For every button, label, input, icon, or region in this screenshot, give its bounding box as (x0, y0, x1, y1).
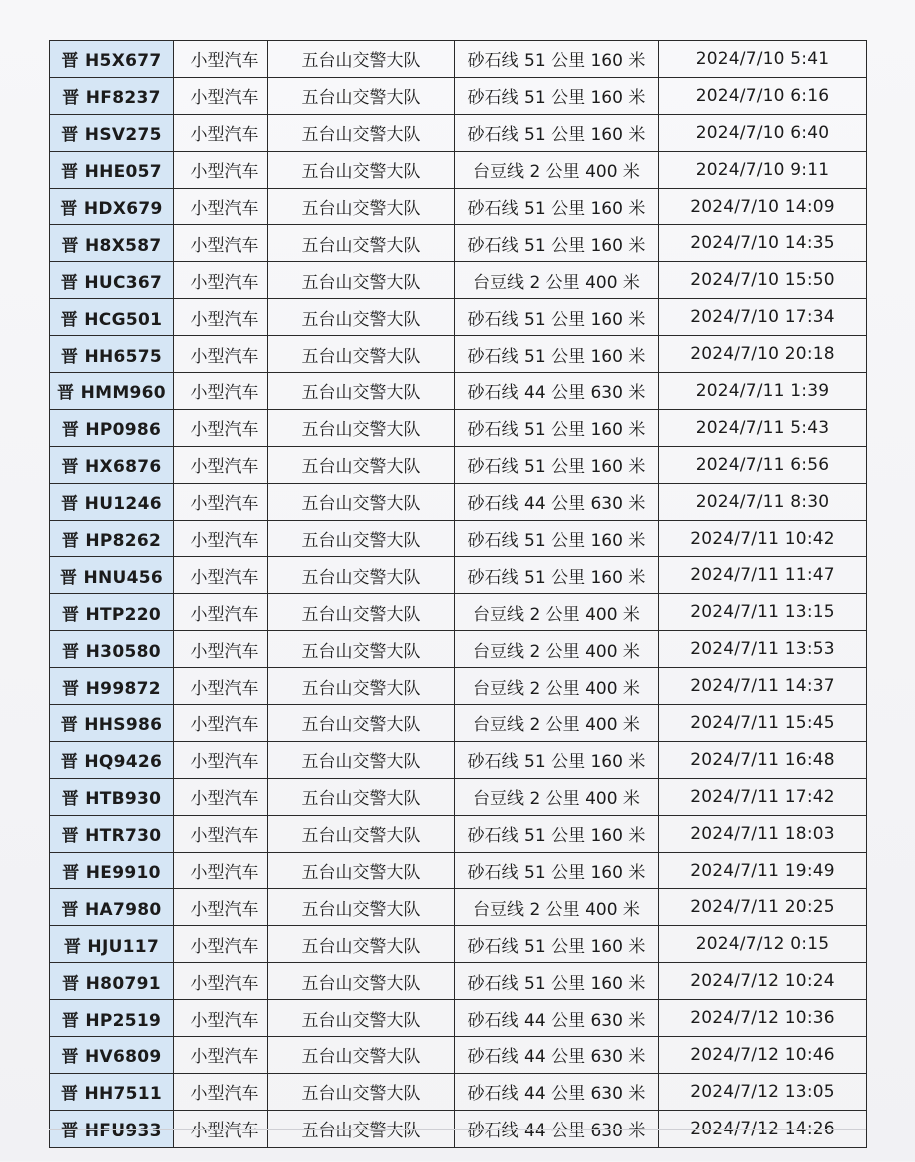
location-cell: 砂石线 51 公里 160 米 (455, 188, 659, 225)
location-cell: 砂石线 51 公里 160 米 (455, 963, 659, 1000)
department-cell: 五台山交警大队 (268, 446, 455, 483)
table-row (50, 741, 867, 778)
department-cell: 五台山交警大队 (268, 225, 455, 262)
time-cell: 2024/7/12 10:24 (659, 963, 867, 1000)
time-cell: 2024/7/10 14:35 (659, 225, 867, 262)
location-cell: 台豆线 2 公里 400 米 (455, 705, 659, 742)
time-cell: 2024/7/11 5:43 (659, 409, 867, 446)
page-bottom-edge (49, 1129, 866, 1162)
plate-cell: 晋 HNU456 (50, 557, 174, 594)
location-cell: 砂石线 51 公里 160 米 (455, 520, 659, 557)
time-cell: 2024/7/11 10:42 (659, 520, 867, 557)
department-cell: 五台山交警大队 (268, 705, 455, 742)
table-row (50, 557, 867, 594)
vehicle-type-cell: 小型汽车 (174, 926, 268, 963)
plate-cell: 晋 HCG501 (50, 299, 174, 336)
time-cell: 2024/7/11 18:03 (659, 815, 867, 852)
location-cell: 砂石线 51 公里 160 米 (455, 815, 659, 852)
location-cell: 砂石线 51 公里 160 米 (455, 852, 659, 889)
location-cell: 砂石线 44 公里 630 米 (455, 373, 659, 410)
plate-cell: 晋 HJU117 (50, 926, 174, 963)
plate-cell: 晋 H80791 (50, 963, 174, 1000)
vehicle-type-cell: 小型汽车 (174, 778, 268, 815)
location-cell: 砂石线 51 公里 160 米 (455, 77, 659, 114)
location-cell: 台豆线 2 公里 400 米 (455, 594, 659, 631)
vehicle-type-cell: 小型汽车 (174, 631, 268, 668)
plate-cell: 晋 HUC367 (50, 262, 174, 299)
time-cell: 2024/7/10 9:11 (659, 151, 867, 188)
plate-cell: 晋 HQ9426 (50, 741, 174, 778)
plate-cell: 晋 HTP220 (50, 594, 174, 631)
department-cell: 五台山交警大队 (268, 151, 455, 188)
department-cell: 五台山交警大队 (268, 41, 455, 78)
location-cell: 砂石线 44 公里 630 米 (455, 1110, 659, 1147)
department-cell: 五台山交警大队 (268, 483, 455, 520)
table-row (50, 520, 867, 557)
vehicle-type-cell: 小型汽车 (174, 77, 268, 114)
department-cell: 五台山交警大队 (268, 114, 455, 151)
time-cell: 2024/7/10 6:16 (659, 77, 867, 114)
location-cell: 砂石线 51 公里 160 米 (455, 446, 659, 483)
location-cell: 砂石线 44 公里 630 米 (455, 1073, 659, 1110)
table-row (50, 77, 867, 114)
department-cell: 五台山交警大队 (268, 963, 455, 1000)
vehicle-type-cell: 小型汽车 (174, 705, 268, 742)
plate-cell: 晋 HU1246 (50, 483, 174, 520)
time-cell: 2024/7/11 13:53 (659, 631, 867, 668)
plate-cell: 晋 HH6575 (50, 336, 174, 373)
time-cell: 2024/7/10 17:34 (659, 299, 867, 336)
vehicle-type-cell: 小型汽车 (174, 963, 268, 1000)
location-cell: 台豆线 2 公里 400 米 (455, 262, 659, 299)
vehicle-type-cell: 小型汽车 (174, 336, 268, 373)
plate-cell: 晋 HSV275 (50, 114, 174, 151)
department-cell: 五台山交警大队 (268, 889, 455, 926)
table-row (50, 151, 867, 188)
location-cell: 砂石线 51 公里 160 米 (455, 114, 659, 151)
department-cell: 五台山交警大队 (268, 77, 455, 114)
time-cell: 2024/7/12 13:05 (659, 1073, 867, 1110)
table-row (50, 1000, 867, 1037)
table-row (50, 963, 867, 1000)
time-cell: 2024/7/11 15:45 (659, 705, 867, 742)
plate-cell: 晋 HF8237 (50, 77, 174, 114)
table-row (50, 815, 867, 852)
time-cell: 2024/7/11 16:48 (659, 741, 867, 778)
table-row (50, 336, 867, 373)
plate-cell: 晋 HP2519 (50, 1000, 174, 1037)
department-cell: 五台山交警大队 (268, 1000, 455, 1037)
vehicle-type-cell: 小型汽车 (174, 815, 268, 852)
table-row (50, 594, 867, 631)
department-cell: 五台山交警大队 (268, 299, 455, 336)
table-row (50, 373, 867, 410)
vehicle-type-cell: 小型汽车 (174, 889, 268, 926)
time-cell: 2024/7/10 6:40 (659, 114, 867, 151)
vehicle-type-cell: 小型汽车 (174, 520, 268, 557)
department-cell: 五台山交警大队 (268, 336, 455, 373)
time-cell: 2024/7/10 15:50 (659, 262, 867, 299)
department-cell: 五台山交警大队 (268, 1073, 455, 1110)
plate-cell: 晋 HV6809 (50, 1037, 174, 1074)
vehicle-type-cell: 小型汽车 (174, 299, 268, 336)
location-cell: 砂石线 51 公里 160 米 (455, 299, 659, 336)
department-cell: 五台山交警大队 (268, 520, 455, 557)
location-cell: 砂石线 44 公里 630 米 (455, 483, 659, 520)
department-cell: 五台山交警大队 (268, 741, 455, 778)
location-cell: 砂石线 51 公里 160 米 (455, 41, 659, 78)
time-cell: 2024/7/11 11:47 (659, 557, 867, 594)
location-cell: 砂石线 51 公里 160 米 (455, 336, 659, 373)
vehicle-type-cell: 小型汽车 (174, 1000, 268, 1037)
table-row (50, 299, 867, 336)
table-row (50, 926, 867, 963)
vehicle-type-cell: 小型汽车 (174, 741, 268, 778)
department-cell: 五台山交警大队 (268, 594, 455, 631)
time-cell: 2024/7/10 20:18 (659, 336, 867, 373)
plate-cell: 晋 HP8262 (50, 520, 174, 557)
location-cell: 台豆线 2 公里 400 米 (455, 778, 659, 815)
vehicle-type-cell: 小型汽车 (174, 188, 268, 225)
table-row (50, 483, 867, 520)
location-cell: 台豆线 2 公里 400 米 (455, 151, 659, 188)
vehicle-type-cell: 小型汽车 (174, 1073, 268, 1110)
vehicle-type-cell: 小型汽车 (174, 594, 268, 631)
department-cell: 五台山交警大队 (268, 1037, 455, 1074)
vehicle-type-cell: 小型汽车 (174, 262, 268, 299)
time-cell: 2024/7/10 14:09 (659, 188, 867, 225)
plate-cell: 晋 H30580 (50, 631, 174, 668)
department-cell: 五台山交警大队 (268, 557, 455, 594)
vehicle-type-cell: 小型汽车 (174, 668, 268, 705)
department-cell: 五台山交警大队 (268, 815, 455, 852)
table-body (50, 41, 867, 1148)
time-cell: 2024/7/12 10:46 (659, 1037, 867, 1074)
plate-cell: 晋 HE9910 (50, 852, 174, 889)
vehicle-type-cell: 小型汽车 (174, 446, 268, 483)
table-row (50, 778, 867, 815)
time-cell: 2024/7/10 5:41 (659, 41, 867, 78)
department-cell: 五台山交警大队 (268, 926, 455, 963)
table-row (50, 1037, 867, 1074)
table-row (50, 409, 867, 446)
time-cell: 2024/7/11 13:15 (659, 594, 867, 631)
plate-cell: 晋 HFU933 (50, 1110, 174, 1147)
location-cell: 砂石线 51 公里 160 米 (455, 409, 659, 446)
table-row (50, 446, 867, 483)
table-row (50, 631, 867, 668)
department-cell: 五台山交警大队 (268, 373, 455, 410)
time-cell: 2024/7/12 0:15 (659, 926, 867, 963)
plate-cell: 晋 HDX679 (50, 188, 174, 225)
location-cell: 砂石线 44 公里 630 米 (455, 1000, 659, 1037)
time-cell: 2024/7/11 8:30 (659, 483, 867, 520)
plate-cell: 晋 HA7980 (50, 889, 174, 926)
location-cell: 台豆线 2 公里 400 米 (455, 668, 659, 705)
location-cell: 砂石线 51 公里 160 米 (455, 225, 659, 262)
plate-cell: 晋 H8X587 (50, 225, 174, 262)
department-cell: 五台山交警大队 (268, 852, 455, 889)
vehicle-type-cell: 小型汽车 (174, 483, 268, 520)
table-row (50, 114, 867, 151)
location-cell: 砂石线 51 公里 160 米 (455, 926, 659, 963)
table-row (50, 225, 867, 262)
plate-cell: 晋 HTB930 (50, 778, 174, 815)
table-row (50, 41, 867, 78)
time-cell: 2024/7/11 6:56 (659, 446, 867, 483)
location-cell: 砂石线 51 公里 160 米 (455, 557, 659, 594)
department-cell: 五台山交警大队 (268, 668, 455, 705)
plate-cell: 晋 H99872 (50, 668, 174, 705)
department-cell: 五台山交警大队 (268, 778, 455, 815)
plate-cell: 晋 HHS986 (50, 705, 174, 742)
plate-cell: 晋 HX6876 (50, 446, 174, 483)
time-cell: 2024/7/11 17:42 (659, 778, 867, 815)
table-row (50, 889, 867, 926)
time-cell: 2024/7/11 14:37 (659, 668, 867, 705)
department-cell: 五台山交警大队 (268, 631, 455, 668)
time-cell: 2024/7/11 19:49 (659, 852, 867, 889)
table-row (50, 668, 867, 705)
vehicle-type-cell: 小型汽车 (174, 557, 268, 594)
location-cell: 台豆线 2 公里 400 米 (455, 889, 659, 926)
violation-records-table (49, 40, 867, 1148)
plate-cell: 晋 HHE057 (50, 151, 174, 188)
vehicle-type-cell: 小型汽车 (174, 114, 268, 151)
location-cell: 砂石线 51 公里 160 米 (455, 741, 659, 778)
department-cell: 五台山交警大队 (268, 188, 455, 225)
plate-cell: 晋 HTR730 (50, 815, 174, 852)
vehicle-type-cell: 小型汽车 (174, 409, 268, 446)
vehicle-type-cell: 小型汽车 (174, 373, 268, 410)
department-cell: 五台山交警大队 (268, 409, 455, 446)
table-row (50, 262, 867, 299)
vehicle-type-cell: 小型汽车 (174, 852, 268, 889)
time-cell: 2024/7/12 14:26 (659, 1110, 867, 1147)
vehicle-type-cell: 小型汽车 (174, 225, 268, 262)
table-row (50, 1073, 867, 1110)
plate-cell: 晋 H5X677 (50, 41, 174, 78)
department-cell: 五台山交警大队 (268, 262, 455, 299)
department-cell: 五台山交警大队 (268, 1110, 455, 1147)
vehicle-type-cell: 小型汽车 (174, 41, 268, 78)
location-cell: 砂石线 44 公里 630 米 (455, 1037, 659, 1074)
time-cell: 2024/7/11 20:25 (659, 889, 867, 926)
table-row (50, 188, 867, 225)
location-cell: 台豆线 2 公里 400 米 (455, 631, 659, 668)
plate-cell: 晋 HH7511 (50, 1073, 174, 1110)
vehicle-type-cell: 小型汽车 (174, 151, 268, 188)
vehicle-type-cell: 小型汽车 (174, 1037, 268, 1074)
time-cell: 2024/7/12 10:36 (659, 1000, 867, 1037)
time-cell: 2024/7/11 1:39 (659, 373, 867, 410)
table-row (50, 705, 867, 742)
table-row (50, 852, 867, 889)
plate-cell: 晋 HMM960 (50, 373, 174, 410)
plate-cell: 晋 HP0986 (50, 409, 174, 446)
vehicle-type-cell: 小型汽车 (174, 1110, 268, 1147)
